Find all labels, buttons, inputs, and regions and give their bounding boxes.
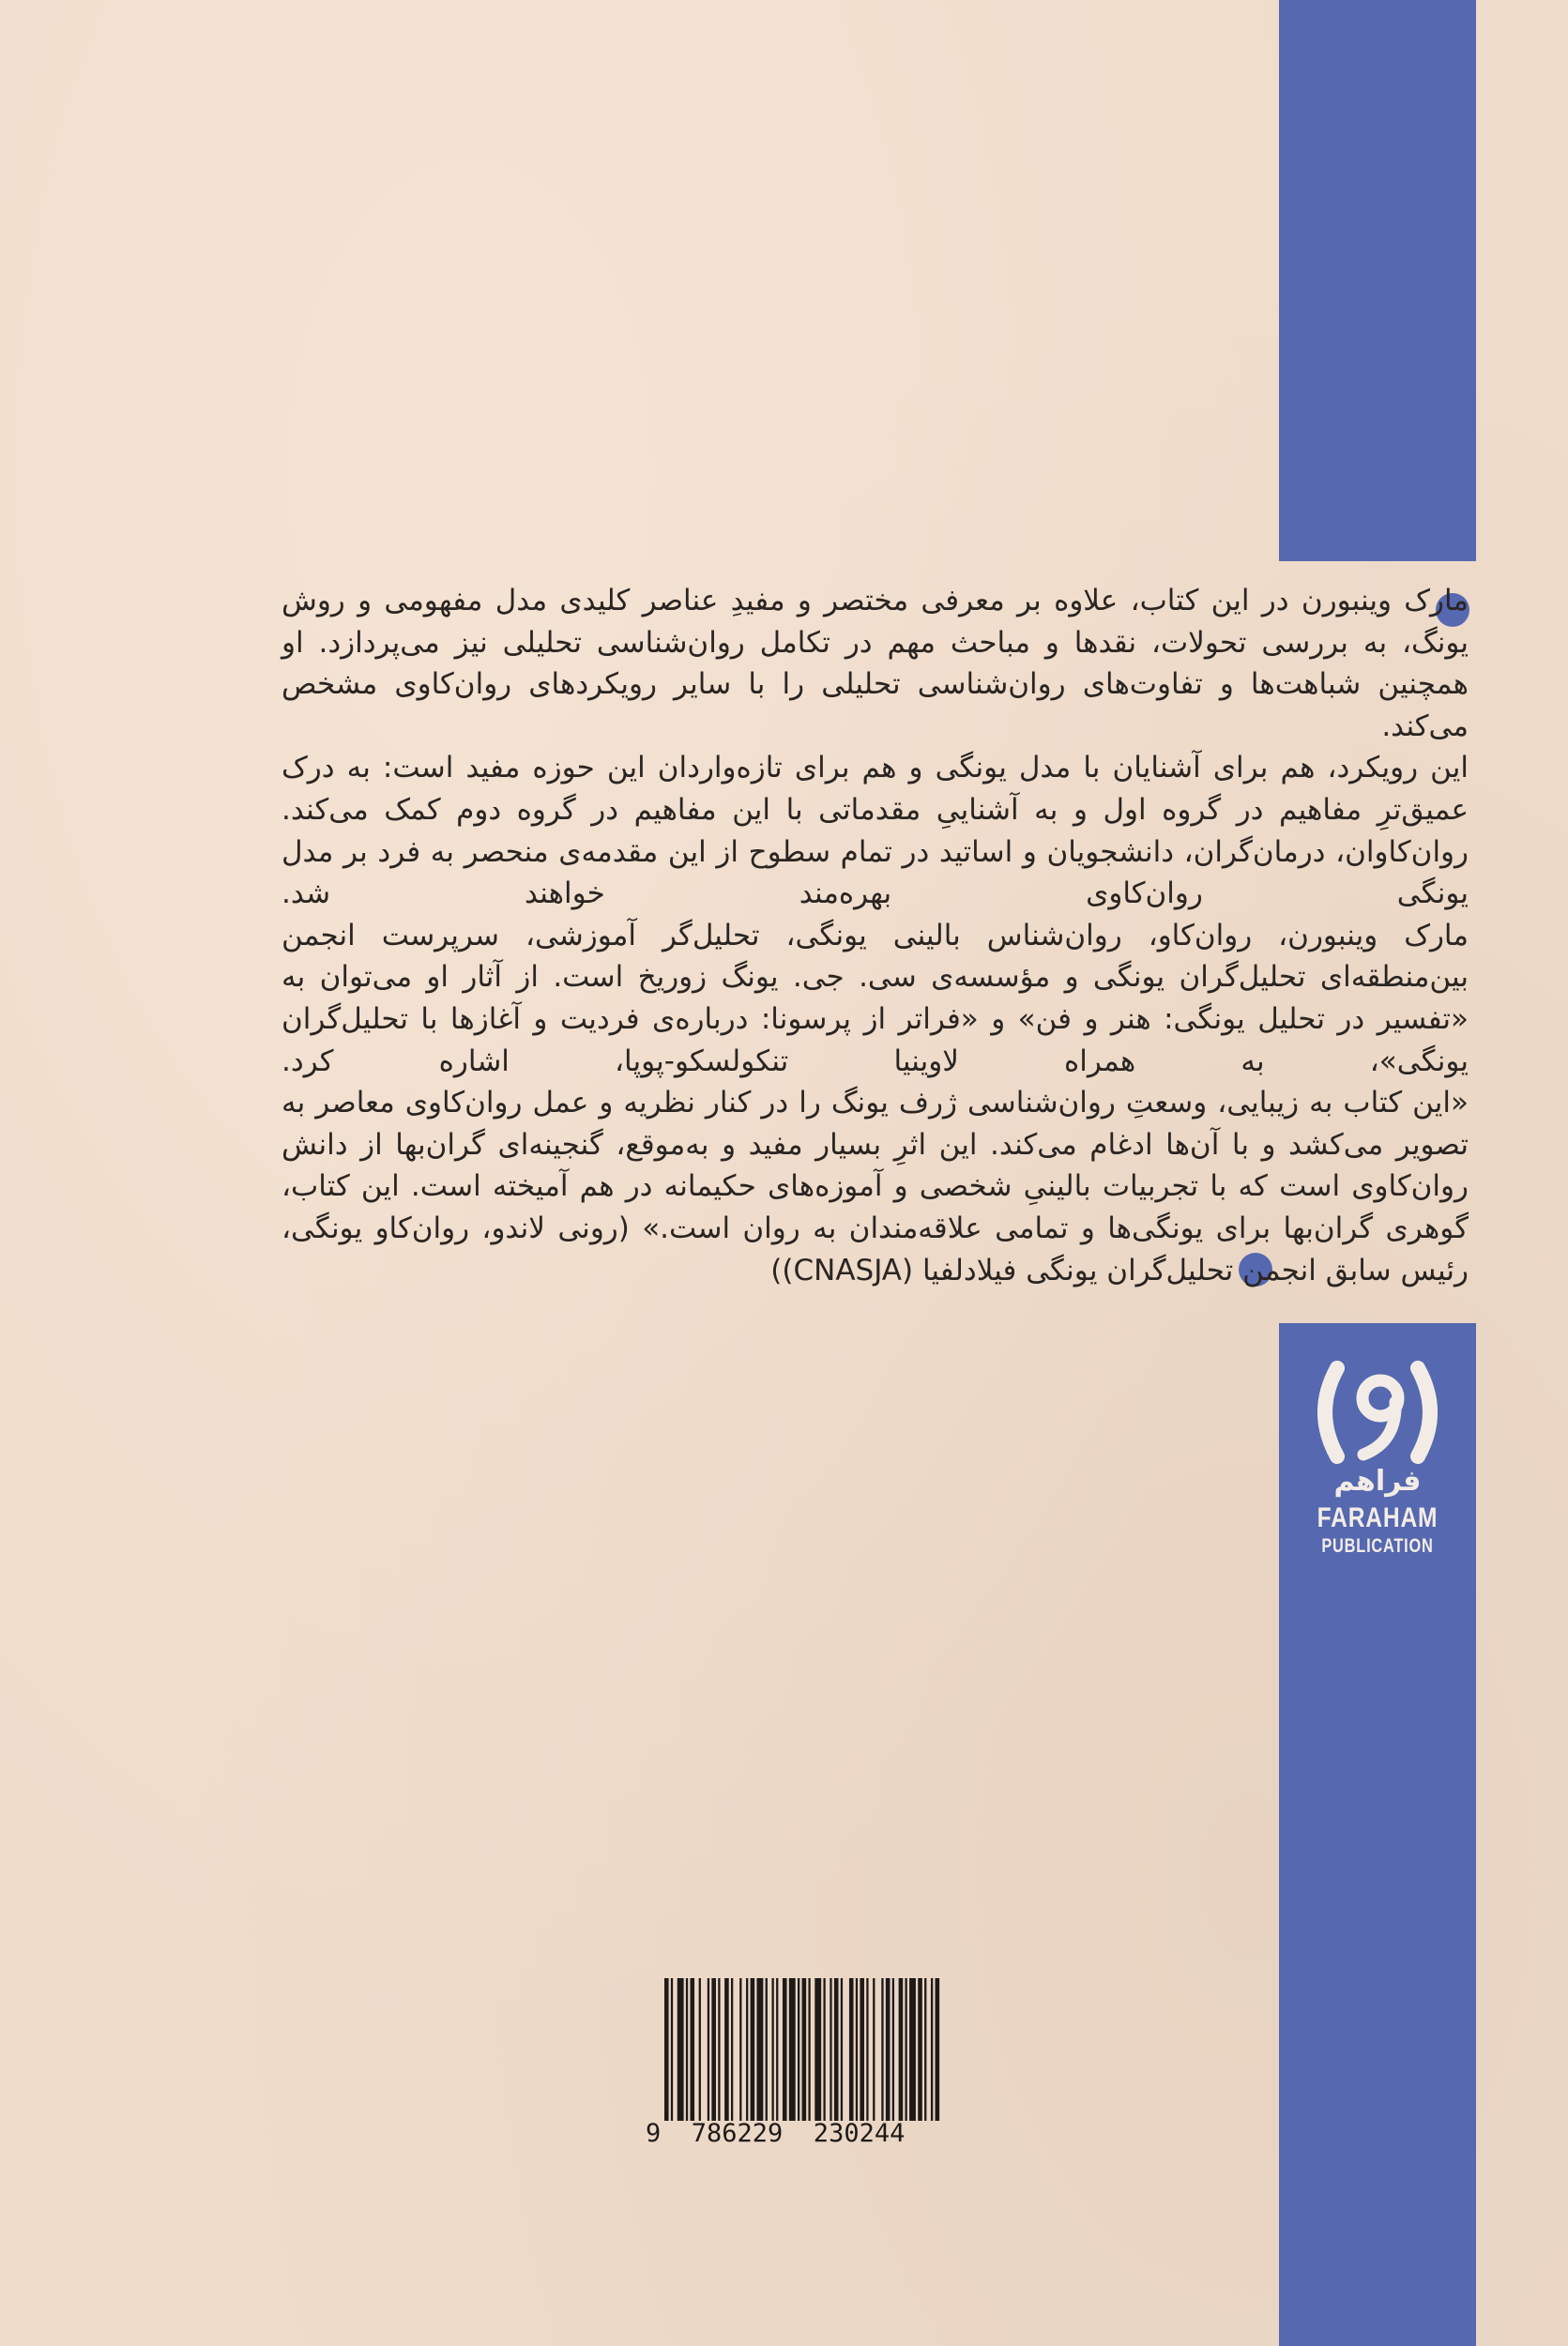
barcode-digits: 9 786229 230244 <box>646 2119 906 2148</box>
publisher-name-en: FARAHAM <box>1317 1502 1439 1533</box>
blurb-text <box>282 580 1469 1291</box>
paragraph-audience: این رویکرد، هم برای آشنایان با مدل یونگی و هم برای تازه‌واردان این حوزه مفید است: به درک عمیق‌ترِ مفاهیم در گروه اول و به آشناییِ مقدماتی با این مفاهیم در گروه دوم کمک می‌کند. روان‌کاوان، درمان‌گران، دانشجویان و اساتید در تمام سطوح از این مقدمه‌ی منحصر به فرد بر مدل یونگی روان‌کاوی بهره‌مند خواهند شد. <box>282 751 1469 911</box>
publisher-name-en-subtitle: PUBLICATION <box>1321 1535 1434 1557</box>
publisher-logo <box>1279 1342 1476 1586</box>
paragraph-author-bio: مارک وینبورن، روان‌کاو، روان‌شناس بالینی یونگی، تحلیل‌گر آموزشی، سرپرست انجمن بین‌منطقه‌ای تحلیل‌گران یونگی و مؤسسه‌ی سی. جی. یونگ زوریخ است. از آثار او می‌توان به «تفسیر در تحلیل یونگی: هنر و فن» و «فراتر از پرسونا: درباره‌ی فردیت و آغازها با تحلیل‌گران یونگی»، به همراه لاوینیا تنکولسکو-پوپا، اشاره کرد. <box>282 918 1469 1078</box>
paragraph-summary: مارک وینبورن در این کتاب، علاوه بر معرفی مختصر و مفیدِ عناصر کلیدی مدل مفهومی و روش یونگ، به بررسی تحولات، نقدها و مباحث مهم در تکامل روان‌شناسی تحلیلی نیز می‌پردازد. او همچنین شباهت‌ها و تفاوت‌های روان‌شناسی تحلیلی را با سایر رویکردهای روان‌کاوی مشخص می‌کند. <box>282 584 1469 743</box>
paragraph-endorsement: «این کتاب به زیبایی، وسعتِ روان‌شناسی ژرف یونگ را در کنار نظریه و عمل روان‌کاوی معاصر به تصویر می‌کشد و با آن‌ها ادغام می‌کند. این اثرِ بسیار مفید و به‌موقع، گنجینه‌ای گران‌بها از دانش روان‌کاوی است که با تجربیات بالینیِ شخصی و آموزه‌های حکیمانه در هم آمیخته است. این کتاب، گوهری گران‌بها برای یونگی‌ها و تمامی علاقه‌مندان به روان است.» (رونی لاندو، روان‌کاو یونگی، رئیس سابق انجمن تحلیل‌گران یونگی فیلادلفیا (CNASJA)) <box>282 1086 1469 1287</box>
isbn-barcode <box>646 1978 955 2156</box>
accent-band-top <box>1279 0 1476 561</box>
faraham-logo-icon <box>1307 1361 1448 1464</box>
barcode-icon <box>664 1978 946 2121</box>
publisher-name-fa: فراهم <box>1333 1465 1422 1498</box>
